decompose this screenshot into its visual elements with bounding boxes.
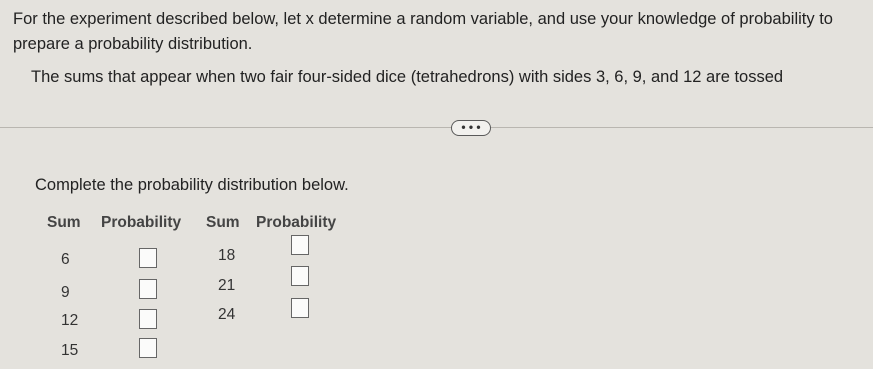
more-button[interactable]: • • • (451, 120, 491, 136)
sum-value: 21 (218, 277, 236, 294)
instruction-text: Complete the probability distribution below. (35, 176, 349, 194)
header-probability-2: Probability (256, 214, 337, 231)
probability-input[interactable] (291, 266, 309, 286)
probability-input[interactable] (291, 235, 309, 255)
sum-value: 24 (218, 306, 236, 323)
probability-input[interactable] (291, 298, 309, 318)
probability-input[interactable] (139, 248, 157, 268)
section-divider (0, 127, 873, 128)
question-text: For the experiment described below, let x determine a random variable, and use your knowledge of probability to prepare a probability distribution. (13, 10, 833, 53)
sum-value: 6 (61, 251, 70, 268)
sum-value: 15 (61, 342, 79, 359)
probability-input[interactable] (139, 309, 157, 329)
header-sum: Sum (47, 214, 81, 231)
probability-input[interactable] (139, 279, 157, 299)
probability-input[interactable] (139, 338, 157, 358)
header-probability: Probability (101, 214, 182, 231)
sum-value: 12 (61, 312, 79, 329)
problem-statement: The sums that appear when two fair four-sided dice (tetrahedrons) with sides 3, 6, 9, and 12 are tossed (31, 68, 784, 86)
header-sum-2: Sum (206, 214, 240, 231)
sum-value: 9 (61, 284, 70, 301)
sum-value: 18 (218, 247, 236, 264)
